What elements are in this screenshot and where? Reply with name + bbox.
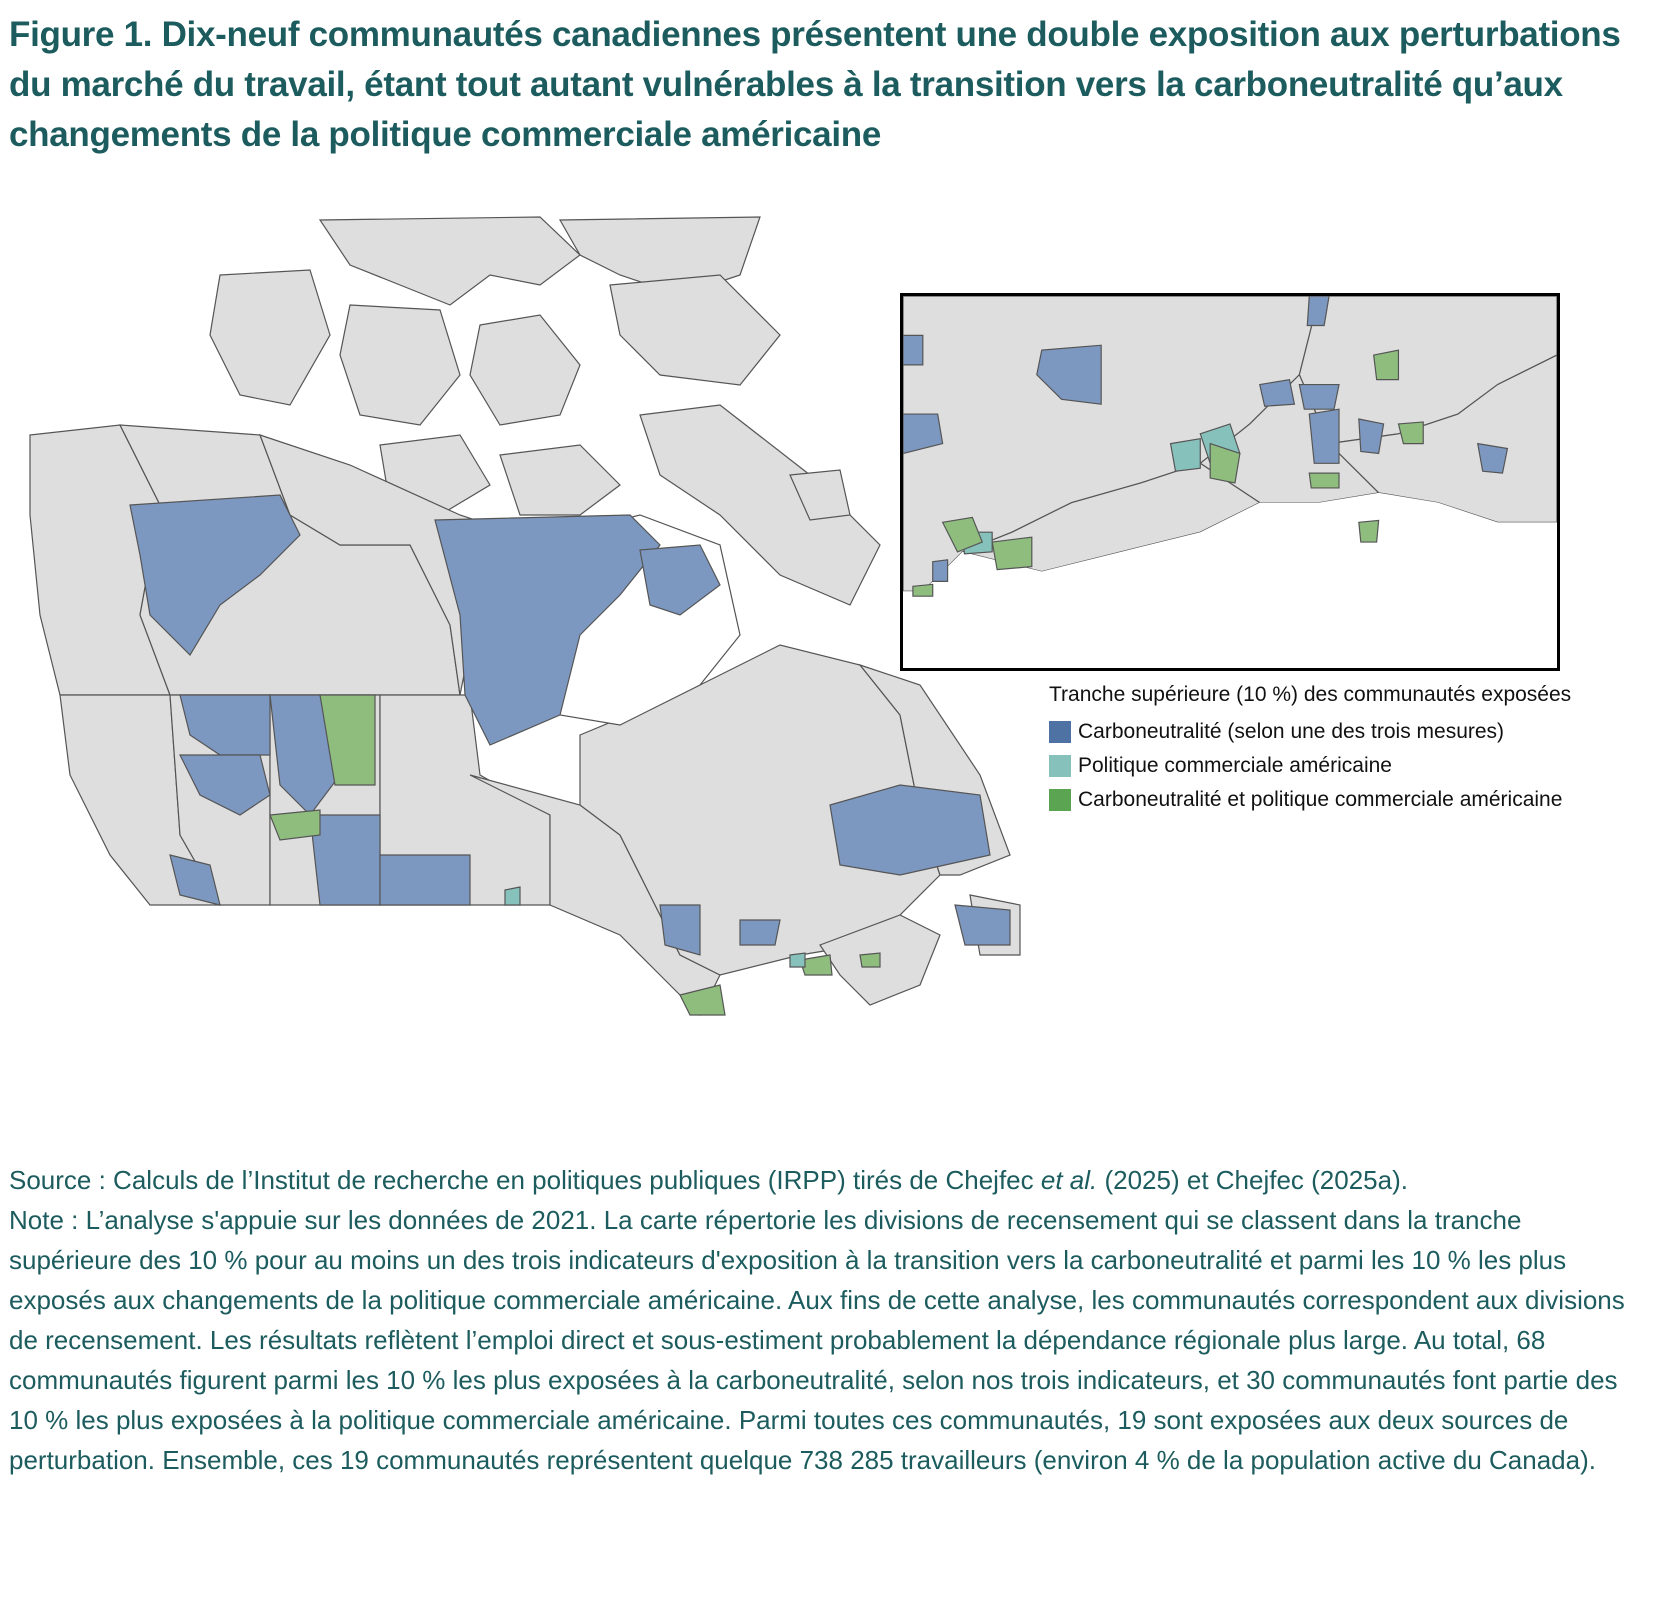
region-deux-sources: [860, 953, 880, 967]
inset-politique: [1171, 439, 1201, 471]
arctic-island: [610, 275, 780, 385]
inset-map-svg: [903, 296, 1557, 668]
inset-map: [900, 293, 1560, 671]
arctic-island: [340, 305, 460, 425]
legend-swatch: [1049, 721, 1071, 743]
legend-label: Carboneutralité (selon une des trois mesures): [1078, 720, 1505, 743]
inset-deux-sources: [1309, 473, 1339, 488]
inset-deux-sources: [1374, 350, 1399, 380]
inset-carboneutralite: [1478, 444, 1508, 474]
inset-carboneutralite: [903, 335, 923, 365]
inset-carboneutralite: [1260, 380, 1295, 407]
region-carboneutralite: [955, 905, 1010, 945]
legend-item-carboneutralite: [1049, 715, 1649, 749]
legend-label: Carboneutralité et politique commerciale américaine: [1078, 788, 1563, 811]
map-legend: [1049, 683, 1649, 817]
inset-carboneutralite: [1359, 419, 1384, 453]
figure-notes: [9, 1160, 1649, 1480]
region-politique-commerciale: [790, 953, 805, 967]
source-suffix: (2025) et Chejfec (2025a).: [1097, 1165, 1408, 1195]
inset-deux-sources: [1398, 422, 1423, 444]
inset-deux-sources: [913, 584, 933, 596]
inset-deux-sources: [992, 537, 1032, 569]
legend-item-politique: [1049, 749, 1649, 783]
region-carboneutralite: [380, 855, 470, 905]
inset-carboneutralite: [1299, 385, 1339, 410]
arctic-island: [470, 315, 580, 425]
region-carboneutralite: [740, 920, 780, 945]
source-text: [9, 1160, 1649, 1200]
legend-label: Politique commerciale américaine: [1078, 754, 1392, 777]
figure-title: Figure 1. Dix-neuf communautés canadiennes présentent une double exposition aux perturbations du marché du travail, étant tout autant vulnérables à la transition vers la carboneutralité qu’aux changements de la politique commerciale américaine: [9, 15, 1621, 154]
legend-swatch: [1049, 789, 1071, 811]
region-politique-commerciale: [505, 887, 520, 905]
legend-title: Tranche supérieure (10 %) des communautés exposées: [1049, 683, 1572, 706]
source-prefix: Source : Calculs de l’Institut de recherche en politiques publiques (IRPP) tirés de Chejfec: [9, 1165, 1041, 1195]
inset-carboneutralite: [1309, 409, 1339, 463]
inset-carboneutralite: [933, 560, 948, 582]
legend-swatch: [1049, 755, 1071, 777]
arctic-island: [320, 217, 580, 305]
arctic-island: [500, 445, 620, 515]
arctic-island: [210, 270, 330, 405]
note-text: Note : L’analyse s'appuie sur les données de 2021. La carte répertorie les divisions de recensement qui se classent dans la tranche supérieure des 10 % pour au moins un des trois indicateurs d'exposition à la transition vers la carboneutralité et parmi les 10 % les plus exposés aux changements de la politique commerciale américaine. Aux fins de cette analyse, les communautés correspondent aux divisions de recensement. Les résultats reflètent l’emploi direct et sous-estiment probablement la dépendance régionale plus large. Au total, 68 communautés figurent parmi les 10 % les plus exposées à la carboneutralité, selon nos trois indicateurs, et 30 communautés font partie des 10 % les plus exposées à la politique commerciale américaine. Parmi toutes ces communautés, 19 sont exposées aux deux sources de perturbation. Ensemble, ces 19 communautés représentent quelque 738 285 travailleurs (environ 4 % de la population active du Canada).: [9, 1205, 1625, 1475]
legend-item-deux-sources: [1049, 783, 1649, 817]
source-italic: et al.: [1040, 1165, 1098, 1195]
inset-deux-sources: [1359, 520, 1379, 542]
